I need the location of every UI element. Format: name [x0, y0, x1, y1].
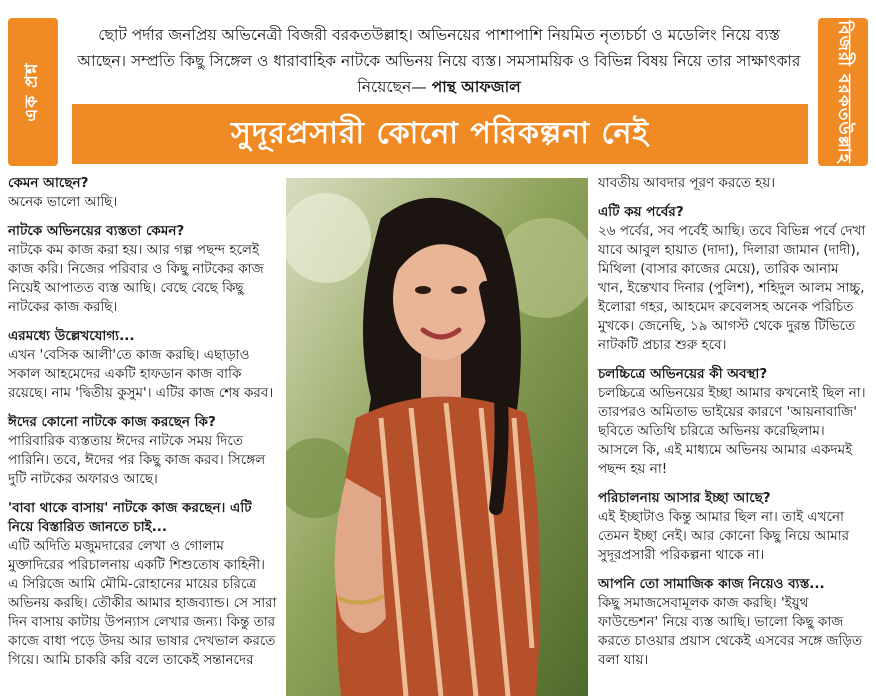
headline: সুদূরপ্রসারী কোনো পরিকল্পনা নেই: [230, 115, 650, 151]
answer: নাটকে কম কাজ করা হয়। আর গল্প পছন্দ হলেই কাজ করি। নিজের পরিবার ও কিছু নাটকের কাজ নিয়েই আপাতত ব্যস্ত আছি। বেছে বেছে কিছু নাটকের কাজ করছি।: [8, 242, 264, 315]
answer: চলচ্চিত্রে অভিনয়ের ইচ্ছা আমার কখনোই ছিল না। তারপরও অমিতাভ ভাইয়ের কারণে 'আয়নাবাজি' ছবিতে অতিথি চরিত্রে অভিনয় করেছিলাম। আসলে কি, এই মাধ্যমে অভিনয় আমার একদমই পছন্দ হয় না!: [598, 385, 866, 477]
headline-band: [72, 104, 808, 164]
question: আপনি তো সামাজিক কাজ নিয়েও ব্যস্ত...: [598, 576, 825, 592]
question: ঈদের কোনো নাটকে কাজ করছেন কি?: [8, 414, 216, 430]
answer: কিছু সমাজসেবামূলক কাজ করছি। 'ইয়ুথ ফাউন্ডেশন' নিয়ে ব্যস্ত আছি। ভালো কিছু কাজ করতে চাওয়ার প্রয়াস থেকেই এসবের সঙ্গে জড়িত বলা যায়।: [598, 595, 863, 668]
answer: এটি অদিতি মজুমদারের লেখা ও গোলাম মুক্তাদিরের পরিচালনায় একটি শিশুতোষ কাহিনী। এ সিরিজে আমি মৌমি-রোহানের মায়ের চরিত্রে অভিনয় করছি। তৌকীর আমার হাজব্যান্ড। সে সারা দিন বাসায় কাটায় উপন্যাস লেখার জন্য। কিন্তু তার কাজে বাধা পড়ে উদয় আর ভাষার দেখভাল করতে গিয়ে। আমি চাকরি করি বলে তাকেই সন্তানদের: [8, 538, 277, 668]
side-tab-right-label: বিজরী বরকতউল্লাহ: [834, 20, 854, 164]
qa-item: [598, 489, 866, 565]
portrait-illustration: [286, 178, 588, 696]
qa-item: [598, 174, 866, 193]
answer: ২৬ পর্বের, সব পর্বেই আছি। তবে বিভিন্ন পর্বে দেখা যাবে আবুল হায়াত (দাদা), দিলারা জামান (দাদী), মিথিলা (বাসার কাজের মেয়ে), তারিক আনাম খান, ইন্তেখাব দিনার (পুলিশ), শহিদুল আলম সাচ্চু, ইলোরা গহর, আহমেদ রুবেলসহ অনেক পরিচিত মুখকে। জেনেছি, ১৯ আগস্ট থেকে দুরন্ত টিভিতে নাটকটি প্রচার শুরু হবে।: [598, 223, 866, 353]
portrait-photo: [286, 178, 588, 696]
question: কেমন আছেন?: [8, 175, 89, 191]
left-column: [8, 174, 278, 680]
answer: এই ইচ্ছাটাও কিন্তু আমার ছিল না। তাই এখনো তেমন ইচ্ছা নেই। আর কোনো কিছু নিয়ে আমার সুদূরপ্রসারী পরিকল্পনা থাকে না।: [598, 509, 850, 563]
qa-item: [598, 365, 866, 479]
question: পরিচালনায় আসার ইচ্ছা আছে?: [598, 490, 771, 506]
side-tab-left-label: এক প্রশ্ন: [22, 62, 42, 122]
intro-author: পান্থ আফজাল: [431, 78, 521, 96]
answer: এখন 'বেসিক আলী'তে কাজ করছি। এছাড়াও সকাল আহমেদের একটি হাফডান কাজ বাকি রয়েছে। নাম 'দ্বিতীয় কুসুম'। এটির কাজ শেষ করব।: [8, 347, 274, 401]
answer: যাবতীয় আবদার পূরণ করতে হয়।: [598, 175, 776, 191]
question: নাটকে অভিনয়ের ব্যস্ততা কেমন?: [8, 223, 185, 239]
qa-item: [8, 174, 278, 212]
intro-text: ছোট পর্দার জনপ্রিয় অভিনেত্রী বিজরী বরকতউল্লাহ। অভিনয়ের পাশাপাশি নিয়মিত নৃত্যচর্চা ও মডেলিং নিয়ে ব্যস্ত আছেন। সম্প্রতি কিছু সিঙ্গেল ও ধারাবাহিক নাটকে অভিনয় নিয়ে ব্যস্ত। সমসাময়িক ও বিভিন্ন বিষয় নিয়ে তার সাক্ষাৎকার নিয়েছেন—: [77, 26, 801, 96]
right-column: [598, 174, 866, 680]
intro-paragraph: [72, 22, 806, 100]
qa-item: [8, 499, 278, 670]
qa-item: [8, 327, 278, 403]
qa-item: [8, 413, 278, 489]
qa-item: [598, 575, 866, 670]
answer: অনেক ভালো আছি।: [8, 194, 118, 210]
side-tab-right: [818, 18, 868, 166]
qa-item: [598, 203, 866, 355]
question: 'বাবা থাকে বাসায়' নাটকে কাজ করছেন। এটি নিয়ে বিস্তারিত জানতে চাই...: [8, 500, 252, 535]
qa-item: [8, 222, 278, 317]
question: এটি কয় পর্বের?: [598, 204, 684, 220]
question: এরমধ্যে উল্লেখযোগ্য...: [8, 328, 135, 344]
answer: পারিবারিক ব্যস্ততায় ঈদের নাটকে সময় দিতে পারিনি। তবে, ঈদের পর কিছু কাজ করব। সিঙ্গেল দুটি নাটকের অফারও আছে।: [8, 433, 266, 487]
question: চলচ্চিত্রে অভিনয়ের কী অবস্থা?: [598, 366, 768, 382]
side-tab-left: [8, 18, 58, 166]
